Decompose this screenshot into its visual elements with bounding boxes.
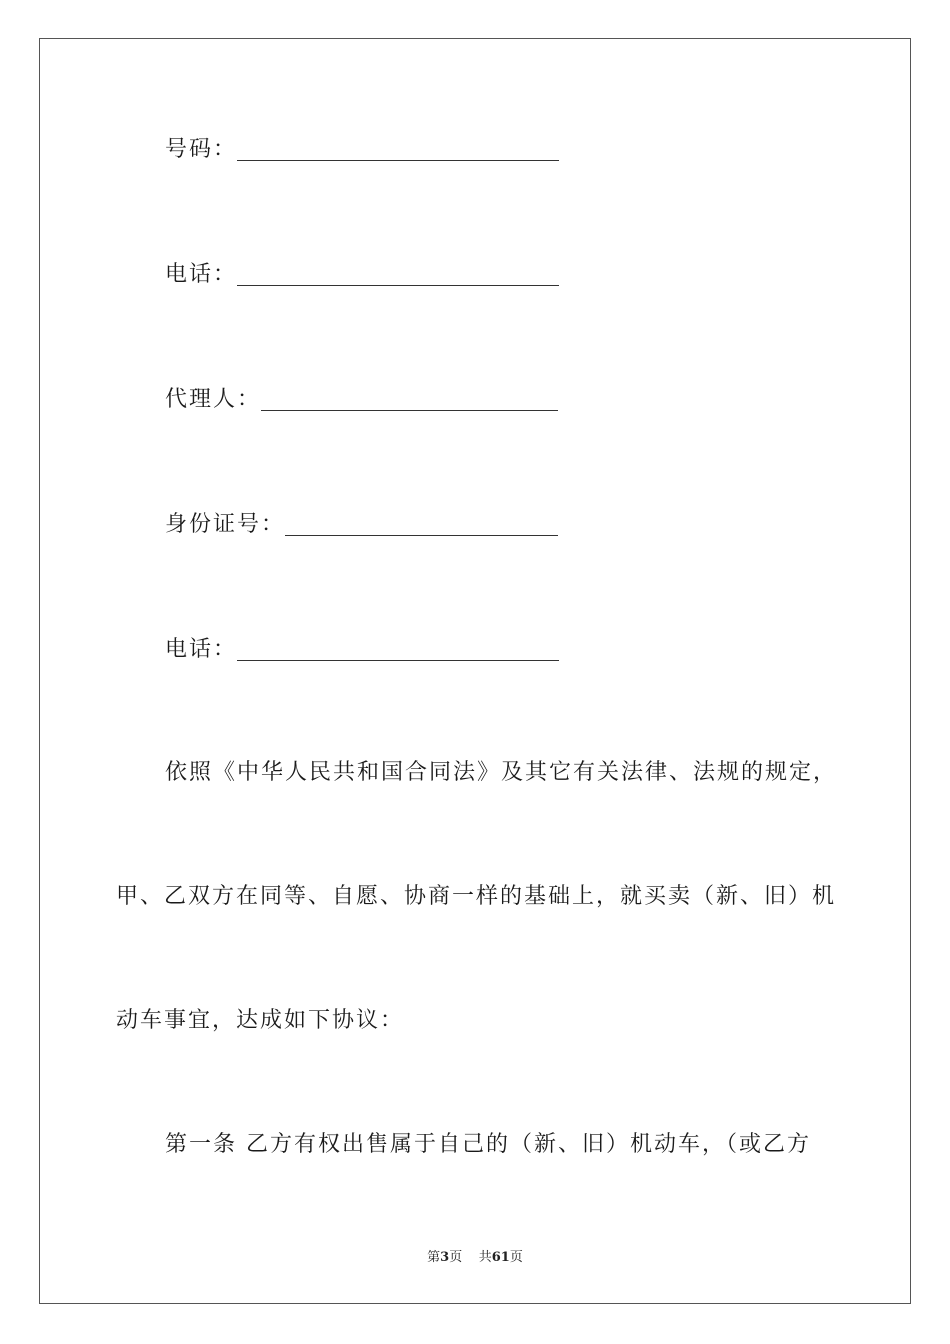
page-suffix: 页 xyxy=(449,1250,463,1265)
field-number xyxy=(165,135,559,165)
page-number: 3 xyxy=(440,1250,450,1265)
field-phone xyxy=(165,260,559,290)
total-pages: 61 xyxy=(491,1250,510,1265)
blank-line[interactable] xyxy=(237,285,559,286)
field-id-number xyxy=(165,510,558,540)
field-phone-2 xyxy=(165,635,559,665)
page-prefix: 第 xyxy=(427,1250,441,1265)
field-label: 电话： xyxy=(165,637,238,662)
page-frame xyxy=(39,38,911,1304)
blank-line[interactable] xyxy=(237,660,559,661)
field-label: 代理人： xyxy=(165,387,262,412)
field-label: 电话： xyxy=(165,262,238,287)
blank-line[interactable] xyxy=(285,535,558,536)
body-paragraph-line-1: 依照《中华人民共和国合同法》及其它有关法律、法规的规定， xyxy=(165,760,838,785)
blank-line[interactable] xyxy=(261,410,558,411)
article-1-line: 第一条 乙方有权出售属于自己的（新、旧）机动车，（或乙方 xyxy=(165,1132,811,1157)
total-prefix: 共 xyxy=(478,1250,492,1265)
body-paragraph-line-3: 动车事宜，达成如下协议： xyxy=(116,1008,405,1033)
field-label: 身份证号： xyxy=(165,512,286,537)
total-suffix: 页 xyxy=(509,1250,523,1265)
page-footer xyxy=(0,1246,950,1265)
body-paragraph-line-2: 甲、乙双方在同等、自愿、协商一样的基础上，就买卖（新、旧）机 xyxy=(116,884,837,909)
field-agent xyxy=(165,385,558,415)
blank-line[interactable] xyxy=(237,160,559,161)
field-label: 号码： xyxy=(165,137,238,162)
